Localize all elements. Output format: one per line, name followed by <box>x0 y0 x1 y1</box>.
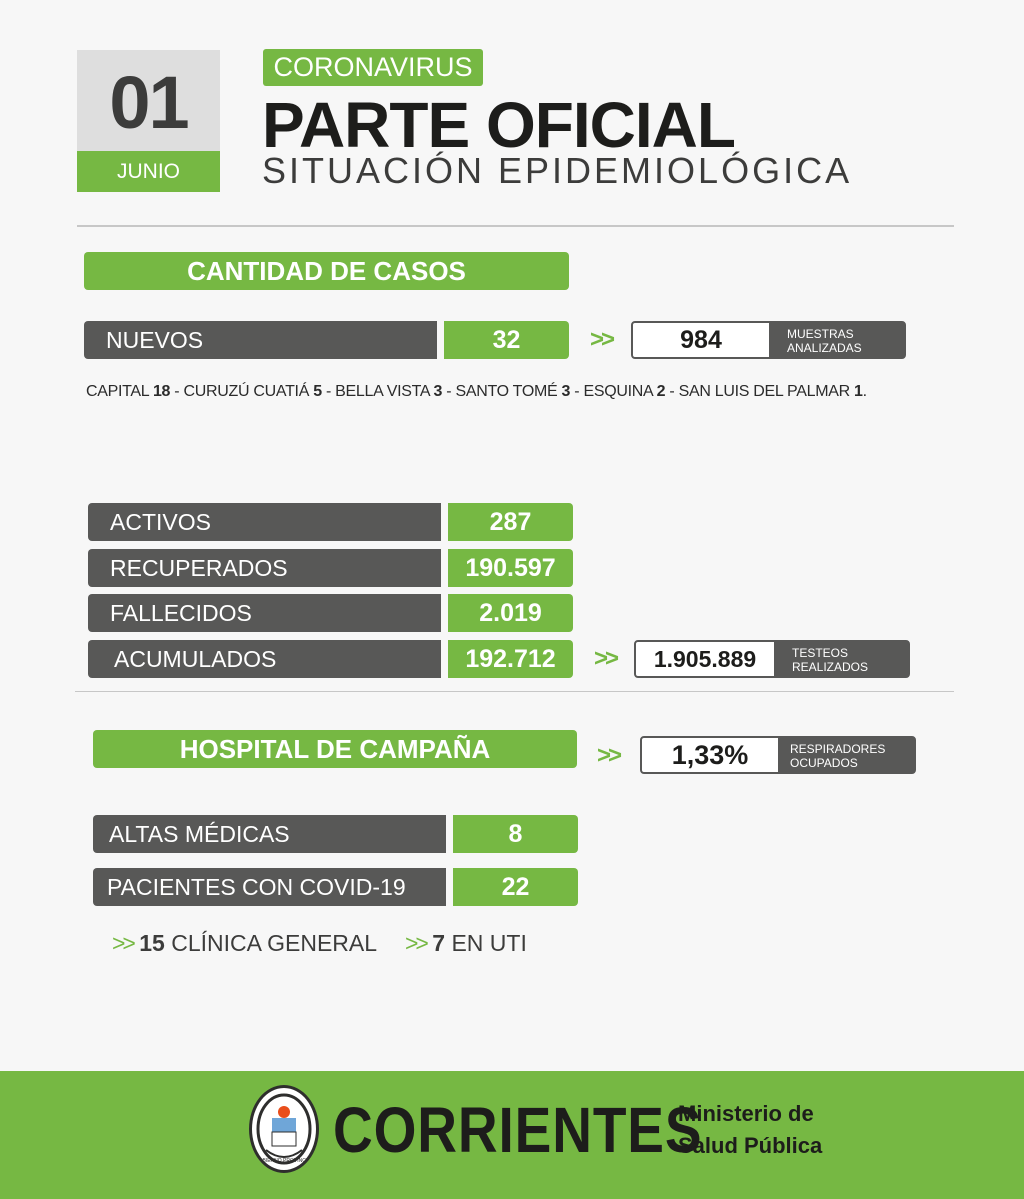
pacientes-label: PACIENTES CON COVID-19 <box>93 868 446 906</box>
clinica-label: CLÍNICA GENERAL <box>171 930 378 956</box>
uti-count: 7 <box>432 930 446 956</box>
localidad-name: ESQUINA <box>583 383 657 400</box>
ministry-name <box>678 1098 822 1162</box>
localidad-count: 1 <box>854 383 863 400</box>
ministry-line2: Salud Pública <box>678 1133 823 1158</box>
nuevos-value: 32 <box>444 321 569 359</box>
localidad-name: CURUZÚ CUATIÁ <box>183 383 314 400</box>
muestras-label <box>769 323 904 357</box>
acumulados-value: 192.712 <box>448 640 573 678</box>
muestras-label-line2: ANALIZADAS <box>787 341 862 355</box>
recuperados-label: RECUPERADOS <box>88 549 441 587</box>
localidad-count: 3 <box>561 383 571 400</box>
report-title: PARTE OFICIAL <box>262 89 735 161</box>
testeos-value: 1.905.889 <box>653 645 757 672</box>
muestras-label-line1: MUESTRAS <box>787 327 854 341</box>
provincial-seal-icon <box>249 1085 319 1173</box>
clinica-general-line <box>112 930 377 957</box>
chevron-double-right-icon: >> <box>405 930 426 956</box>
muestras-box <box>631 321 906 359</box>
pacientes-value: 22 <box>453 868 578 906</box>
respiradores-label-line1: RESPIRADORES <box>790 742 886 756</box>
uti-label: EN UTI <box>451 930 527 956</box>
header-divider <box>77 225 954 227</box>
respiradores-value: 1,33% <box>671 739 749 770</box>
localidad-count: 3 <box>433 383 443 400</box>
respiradores-label-line2: OCUPADOS <box>790 756 858 770</box>
localidad-count: 18 <box>152 383 171 400</box>
testeos-label-line2: REALIZADOS <box>792 660 869 674</box>
date-badge <box>77 50 220 192</box>
report-subtitle: SITUACIÓN EPIDEMIOLÓGICA <box>262 150 853 191</box>
localidad-separator: - <box>321 383 336 400</box>
localidad-separator: - <box>570 383 584 400</box>
localidad-separator: - <box>665 383 679 400</box>
localidad-name: SAN LUIS DEL PALMAR <box>678 383 855 400</box>
date-month: JUNIO <box>77 151 220 192</box>
chevron-double-right-icon: >> <box>590 326 613 353</box>
date-day: 01 <box>109 61 188 144</box>
nuevos-label: NUEVOS <box>84 321 437 359</box>
casos-section-title: CANTIDAD DE CASOS <box>84 252 569 290</box>
acumulados-label: ACUMULADOS <box>88 640 441 678</box>
coronavirus-tag: CORONAVIRUS <box>263 49 483 86</box>
localidad-name: SANTO TOMÉ <box>455 383 562 400</box>
altas-label: ALTAS MÉDICAS <box>93 815 446 853</box>
testeos-label <box>774 642 908 676</box>
localidad-separator: - <box>170 383 184 400</box>
fallecidos-value: 2.019 <box>448 594 573 632</box>
section-divider <box>75 691 954 692</box>
recuperados-value: 190.597 <box>448 549 573 587</box>
chevron-double-right-icon: >> <box>597 742 620 769</box>
activos-label: ACTIVOS <box>88 503 441 541</box>
province-name: CORRIENTES <box>333 1094 703 1166</box>
testeos-label-line1: TESTEOS <box>792 646 849 660</box>
chevron-double-right-icon: >> <box>594 645 617 672</box>
localidad-count: 2 <box>656 383 666 400</box>
localidad-separator: - <box>442 383 456 400</box>
localidad-separator: . <box>862 383 867 400</box>
altas-value: 8 <box>453 815 578 853</box>
fallecidos-label: FALLECIDOS <box>88 594 441 632</box>
respiradores-box <box>640 736 916 774</box>
chevron-double-right-icon: >> <box>112 930 133 956</box>
localidad-name: CAPITAL <box>86 383 153 400</box>
testeos-box <box>634 640 910 678</box>
uti-line <box>405 930 527 957</box>
localidad-count: 5 <box>313 383 322 400</box>
respiradores-label <box>778 738 914 772</box>
seal-text: GOBIERNO PROVINCIAL <box>254 1158 314 1164</box>
localidades-breakdown <box>86 383 867 401</box>
ministry-line1: Ministerio de <box>678 1101 814 1126</box>
muestras-value: 984 <box>680 325 722 354</box>
hospital-section-title: HOSPITAL DE CAMPAÑA <box>93 730 577 768</box>
localidad-name: BELLA VISTA <box>335 383 434 400</box>
activos-value: 287 <box>448 503 573 541</box>
clinica-count: 15 <box>139 930 165 956</box>
